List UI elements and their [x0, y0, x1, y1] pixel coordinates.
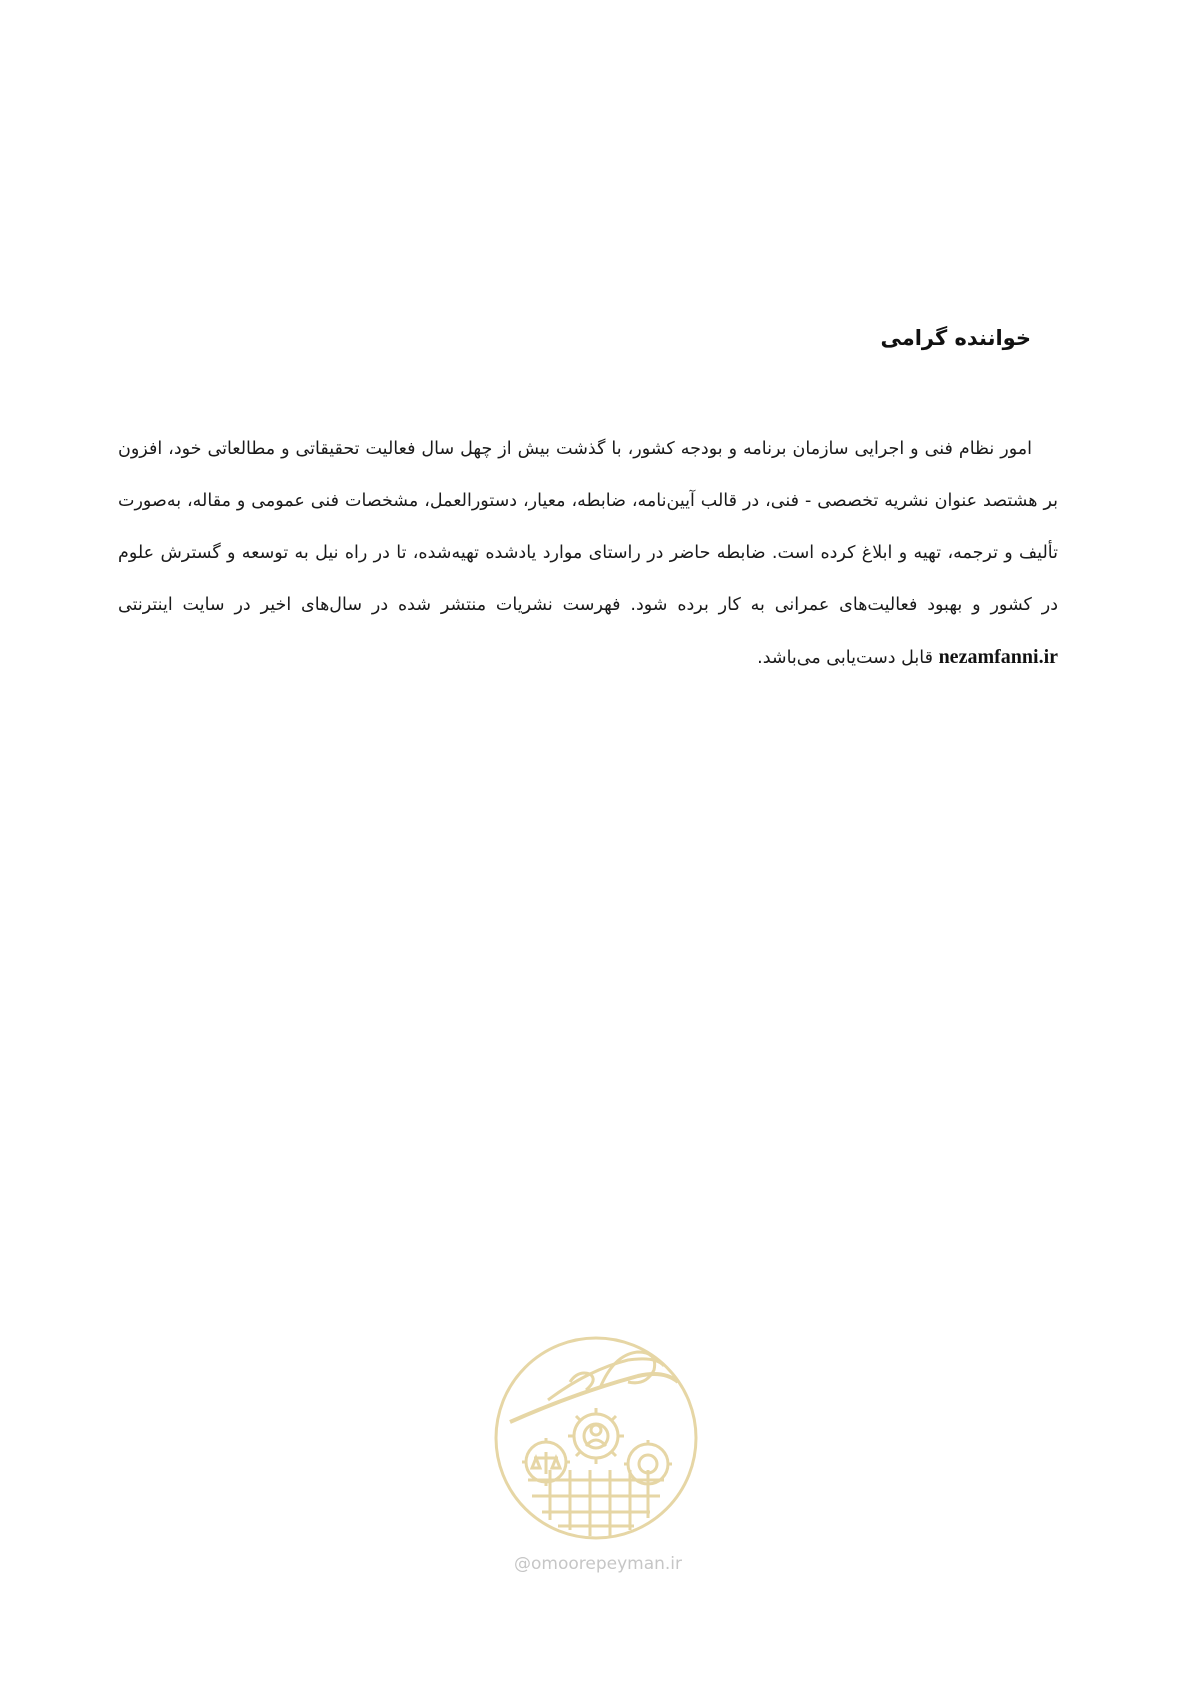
intro-paragraph-text — [118, 423, 1058, 684]
paragraph-text-after-site: قابل دست‌یابی می‌باشد. — [757, 648, 933, 668]
watermark-caption: @omoorepeyman.ir — [513, 1554, 683, 1574]
page-heading: خواننده گرامی — [880, 326, 1031, 350]
intro-paragraph — [118, 423, 1058, 684]
omoorepeyman-seal-icon — [488, 1330, 704, 1546]
website-link[interactable]: nezamfanni.ir — [938, 646, 1058, 668]
paragraph-text-before-site: امور نظام فنی و اجرایی سازمان برنامه و بودجه کشور، با گذشت بیش از چهل سال فعالیت تحقیقاتی و مطالعاتی خود، افزون بر هشتصد عنوان نشریه تخصصی - فنی، در قالب آیین‌نامه، ضابطه، معیار، دستورالعمل، مشخصات فنی عمومی و مقاله، به‌صورت تألیف و ترجمه، تهیه و ابلاغ کرده است. ضابطه حاضر در راستای موارد یادشده تهیه‌شده، تا در راه نیل به توسعه و گسترش علوم در کشور و بهبود فعالیت‌های عمرانی به کار برده شود. فهرست نشریات منتشر شده در سال‌های اخیر در سایت اینترنتی — [118, 439, 1058, 615]
